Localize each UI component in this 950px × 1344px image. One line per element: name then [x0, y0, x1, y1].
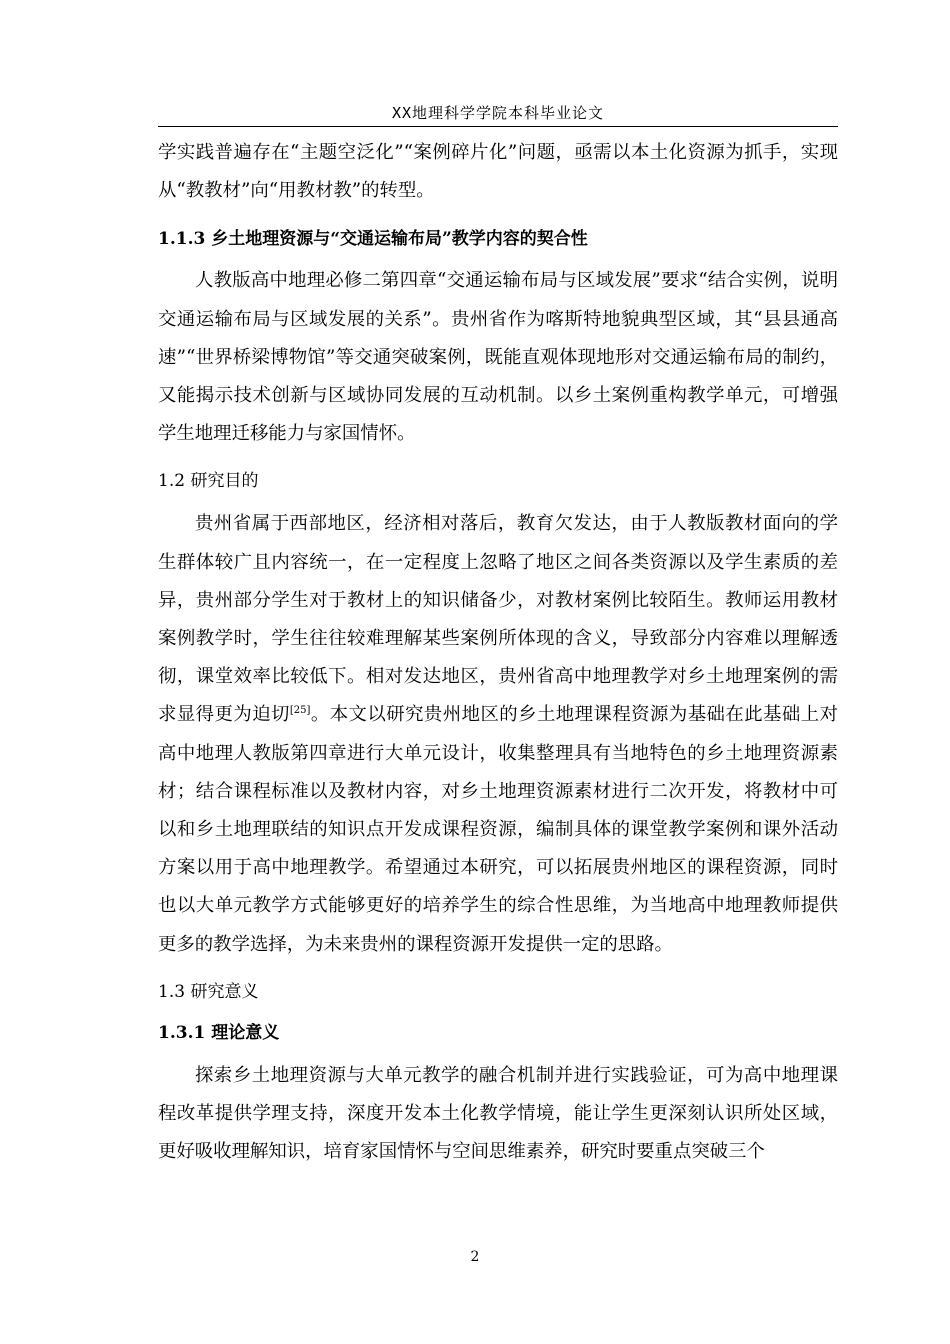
paragraph-continued: 学实践普遍存在“主题空泛化”“案例碎片化”问题，亟需以本土化资源为抓手，实现从“教教材”向“用教材教”的转型。	[158, 142, 838, 202]
citation-25: [25]	[289, 705, 311, 717]
paragraph-theoretical-significance: 探索乡土地理资源与大单元教学的融合机制并进行实践验证，可为高中地理课程改革提供学理支持，深度开发本土化教学情境，能让学生更深刻认识所处区域，更好吸收理解知识，培育家国情怀与空间思维素养，研究时要重点突破三个	[158, 1064, 838, 1163]
paragraph-transport-fit: 人教版高中地理必修二第四章“交通运输布局与区域发展”要求“结合实例，说明交通运输布局与区域发展的关系”。贵州省作为喀斯特地貌典型区域，其“县县通高速”“世界桥梁博物馆”等交通突破案例，既能直观体现地形对交通运输布局的制约，又能揭示技术创新与区域协同发展的互动机制。以乡土案例重构教学单元，可增强学生地理迁移能力与家国情怀。	[158, 270, 838, 445]
section-heading-1-2: 1.2 研究目的	[158, 471, 259, 492]
section-heading-1-1-3: 1.1.3 乡土地理资源与“交通运输布局”教学内容的契合性	[158, 229, 588, 250]
section-heading-1-3-1: 1.3.1 理论意义	[158, 1022, 280, 1043]
section-heading-1-3: 1.3 研究意义	[158, 981, 259, 1002]
header-rule	[158, 126, 838, 127]
page-body	[158, 134, 838, 1171]
running-header: XX地理科学学院本科毕业论文	[391, 104, 605, 122]
paragraph-research-purpose	[158, 505, 838, 963]
paragraph-research-purpose-part1: 贵州省属于西部地区，经济相对落后，教育欠发达，由于人教版教材面向的学生群体较广且内容统一，在一定程度上忽略了地区之间各类资源以及学生素质的差异，贵州部分学生对于教材上的知识储备少，对教材案例比较陌生。教师运用教材案例教学时，学生往往较难理解某些案例所体现的含义，导致部分内容难以理解透彻，课堂效率比较低下。相对发达地区，贵州省高中地理教学对乡土地理案例的需求显得更为迫切	[158, 513, 838, 726]
paragraph-research-purpose-part2: 。本文以研究贵州地区的乡土地理课程资源为基础在此基础上对高中地理人教版第四章进行大单元设计，收集整理具有当地特色的乡土地理资源素材；结合课程标准以及教材内容，对乡土地理资源素材进行二次开发，将教材中可以和乡土地理联结的知识点开发成课程资源，编制具体的课堂教学案例和课外活动方案以用于高中地理教学。希望通过本研究，可以拓展贵州地区的课程资源，同时也以大单元教学方式能够更好的培养学生的综合性思维，为当地高中地理教师提供更多的教学选择，为未来贵州的课程资源开发提供一定的思路。	[158, 704, 838, 955]
page-number: 2	[470, 1249, 480, 1265]
